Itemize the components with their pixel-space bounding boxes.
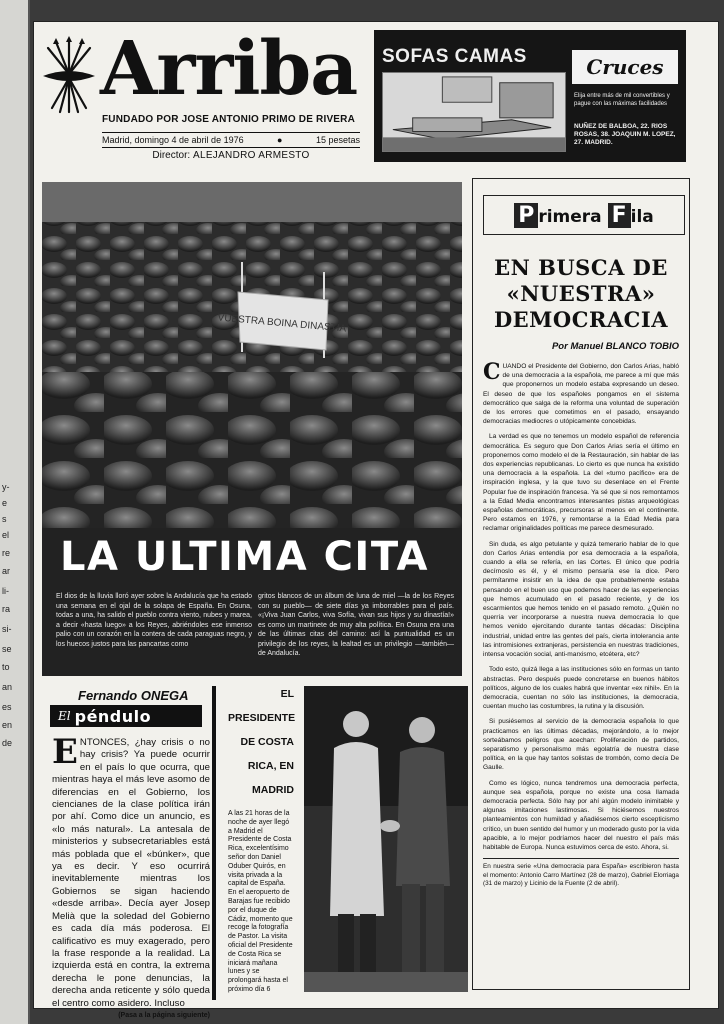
masthead-dateline [102,132,360,148]
pendulo-logo-article: El [58,709,71,723]
issue-date: Madrid, domingo 4 de abril de 1976 [102,135,244,145]
primera-fila-logo [483,195,685,235]
spine-fragment: es [2,702,12,712]
column-paragraph: Todo esto, quizá llega a las instituciones sólo en formas un tanto abstractas. Pero después puede concretarse en buenos hábitos políticos, alguno de los cuales habrá que inventar «ex nihil». En la democracia, cuentan no sólo las instituciones, la democracia, cuentan mucho las costumbres, la rutina y la discusión. [483,666,679,711]
logo-word-rimera: rimera [538,206,602,227]
lead-caption-right: gritos blancos de un álbum de luna de miel —la de los Reyes con su pueblo— de siete días ya imborrables para el país. «¡Viva Juan Carlos, viva Sofía, vivan sus hijos y su dinastía!» es como un martinete de muy alta política. En Osuna era una de las últimas citas del camino: así la puntualidad es un privilegio de los reyes, la lealtad es un privilegio —también— de Andalucía. [258,593,454,657]
pendulo-author: Fernando ONEGA [78,688,189,703]
costa-rica-headline: EL PRESIDENTE DE COSTA RICA, EN MADRID [228,688,296,796]
director-label: Director: [152,150,191,161]
continued-link: (Pasa a la página siguiente) [118,1011,210,1019]
handshake-photo [304,686,468,992]
pendulo-body: ENTONCES, ¿hay crisis o no hay crisis? Ya puede ocurrir en el país lo que ocurra, que mientras haya el más leve asomo de diferencias en el Gobierno, los ciencianes de la clase política irán por ahí. Como dice un anuncio, es «lo más natural». La antesala de ministerios y subsecretariables está más poblada que el «búnker», que ya es decir. Y eso ocurrirá inevitablemente mientras los Gobiernos se sigan haciendo «desde arriba». Decía ayer Josep Melià que la soledad del Gobierno es cada día más poderosa. El calificativo es muy exagerado, pero la frase responde a la realidad. La izquierda está en contra, la extrema derecha le pone denuncias, la derecha anda reticente y sólo queda el centro como asidero. Incluso [52,732,210,1009]
drop-cap: E [52,732,78,772]
spine-fragment: e [2,498,8,508]
logo-word-ila: ila [630,206,654,227]
ad-addresses: NUÑEZ DE BALBOA, 22. RIOS ROSAS, 38. JOAQUIN M. LOPEZ, 27. MADRID. [574,123,676,146]
ad-title: SOFAS CAMAS [382,46,527,67]
column-divider [212,686,216,1000]
spine-fragment: si- [2,624,12,634]
column-paragraph: La verdad es que no tenemos un modelo español de referencia democrática. Es seguro que Don Carlos Arias sería el último en proponernos como modelo el de la Restauración, sin hablar de las dos experiencias republicanas. Lo cierto es que nunca ha existido una democracia a la española. La del «turno pacífico» era de inspiración inglesa, y la que tuvo su desenlace en el Frente Popular fue de inspiración francesa. Ya sé que si nos remontamos a la Edad Media encontramos interesantes pistas arqueológicas españolas democráticas, precursoras al menos en el continente. Pero estamos en 1976, y remontarse a la Edad Media para reclamar originalidades políticas me parece desmesurado. [483,433,679,533]
spine-fragment: de [2,738,13,748]
masthead-title: Arriba [100,26,358,112]
ad-brand-logo: Cruces [572,50,678,84]
spine-fragment: el [2,530,10,540]
drop-cap: C [483,359,501,385]
lead-caption-left: El dios de la lluvia lloró ayer sobre la Andalucía que ha estado una semana en el ojal de la solapa de España. En Osuna, todas a una, ha salido el pueblo contra viento, nubes y marea, a decir «hasta luego» a los Reyes, abriéndoles ese inmenso palio con un corazón en la contera de cada paraguas negro, y los huecos justos para las pancartas como [56,593,252,648]
series-footnote: En nuestra serie «Una democracia para España» escribieron hasta el momento: Antonio Carro Martínez (28 de marzo), Gabriel Elorriaga (31 de marzo) y Licinio de la Fuente (2 de abril). [483,858,679,889]
umbrella-crowd-photo [42,182,462,528]
lead-story [42,528,462,676]
logo-initial-p: P [514,203,538,228]
banner-text: VUESTRA BOINA DINASTIA [217,312,347,335]
column-body [483,359,679,852]
column-headline: EN BUSCA DE «NUESTRA» DEMOCRACIA [493,255,669,332]
column-paragraph: Sin duda, es algo petulante y quizá temerario hablar de lo que don Carlos Arias entendía por esa democracia a la española, cuando a ella se refería, en las Cortes. El único que podría decírnoslo es él, y el mismo pensaría ese la dice. Pero permítanme insistir en la idea de que probablemente estaba pensando en el buen uso que podemos hacer de las experiencias que hemos acumulado en el pasado reciente, y de los escarmientos que hemos tenido en el pasado remoto. ¿Quién no querría ver incorporarse a nuestra nueva democracia lo que hemos venido ejercitando durante tantas décadas: Disciplina industrial, unidad entre las gentes del país, cierta intolerancia ante las intromisiones extranjeras, persistencia en nuestras tradiciones, intensa vocación social, anti-marxismo, etcétera, etc? [483,540,679,659]
adjacent-page-edge [0,0,30,1024]
spine-fragment: li- [2,586,9,596]
column-byline: Por Manuel BLANCO TOBIO [551,341,679,352]
pendulo-logo-word: péndulo [74,706,152,726]
column-paragraph: CUANDO el Presidente del Gobierno, don Carlos Arias, habló de una democracia a la española, me parece a mí que más que proponernos un modelo estaba expresando un deseo. El deseo de que los españoles pongamos en el sistema democrático que salga de la reforma una voluntad de superación de los errores que cometimos en el pasado, ensayando democracias mediocres o utópicamente concebidas. [483,359,679,426]
spine-fragment: ra [2,604,11,614]
column-paragraph: Si pusiésemos al servicio de la democracia española lo que practicamos en las últimas décadas, mejorándolo, a lo mejor sorteábamos peligros que acechan: Proliferación de partidos, separatismo y personalismo más egolatría de nuestra clase política, en la que hay tantos solistas de trombón, como decía De Gaulle. [483,718,679,772]
sofa-bed-advertisement [374,30,686,162]
spine-fragment: y- [2,482,10,492]
newspaper-page [34,22,718,1019]
pendulo-column [42,682,210,1019]
spine-fragment: an [2,682,13,692]
spine-fragment: se [2,644,12,654]
spine-fragment: ar [2,566,11,576]
lead-headline: LA ULTIMA CITA [60,534,429,580]
spine-fragment: s [2,514,7,524]
issue-price: 15 pesetas [315,135,360,145]
masthead-director [102,150,360,161]
spine-fragment: en [2,720,13,730]
column-paragraph: Como es lógico, nunca tendremos una democracia perfecta, aunque sea española, porque no existe una cosa llamada democracia perfecta. Sólo hay por ahí algún modelo inimitable y algunas imitaciones lastimosas. Si hiciésemos nuestros planteamientos con humildad y añadiésemos cierto escepticismo crítico, un buen sentido del humor y un moderado gusto por la vida apacible, a lo mejor podríamos hacer del nuestro el país más habitable de Europa. Nunca estuvimos cerca de esto. Ahora, si. [483,779,679,851]
spine-fragment: re [2,548,11,558]
yoke-and-arrows-emblem [40,34,98,116]
pendulo-logo [50,705,202,727]
director-name: ALEJANDRO ARMESTO [192,150,310,161]
logo-initial-f: F [608,203,631,228]
dateline-bullet: ● [277,135,283,145]
ad-description: Elija entre más de mil convertibles y pague con las máximas facilidades [574,93,670,107]
sofa-bed-photo [382,72,566,152]
masthead-subtitle: FUNDADO POR JOSE ANTONIO PRIMO DE RIVERA [102,114,356,125]
costa-rica-story [228,682,294,1002]
costa-rica-body: A las 21 horas de la noche de ayer llegó a Madrid el Presidente de Costa Rica, excelentísimo señor don Daniel Oduber Quirós, en visita privada a la capital de España. En el aeropuerto de Barajas fue recibido por el duque de Cádiz, momento que recoge la fotografía de Pastor. La visita oficial del Presidente de Costa Rica se iniciará mañana lunes y se prolongará hasta el próximo día 6 [228,810,293,993]
primera-fila-column [472,178,690,990]
spine-fragment: to [2,662,10,672]
